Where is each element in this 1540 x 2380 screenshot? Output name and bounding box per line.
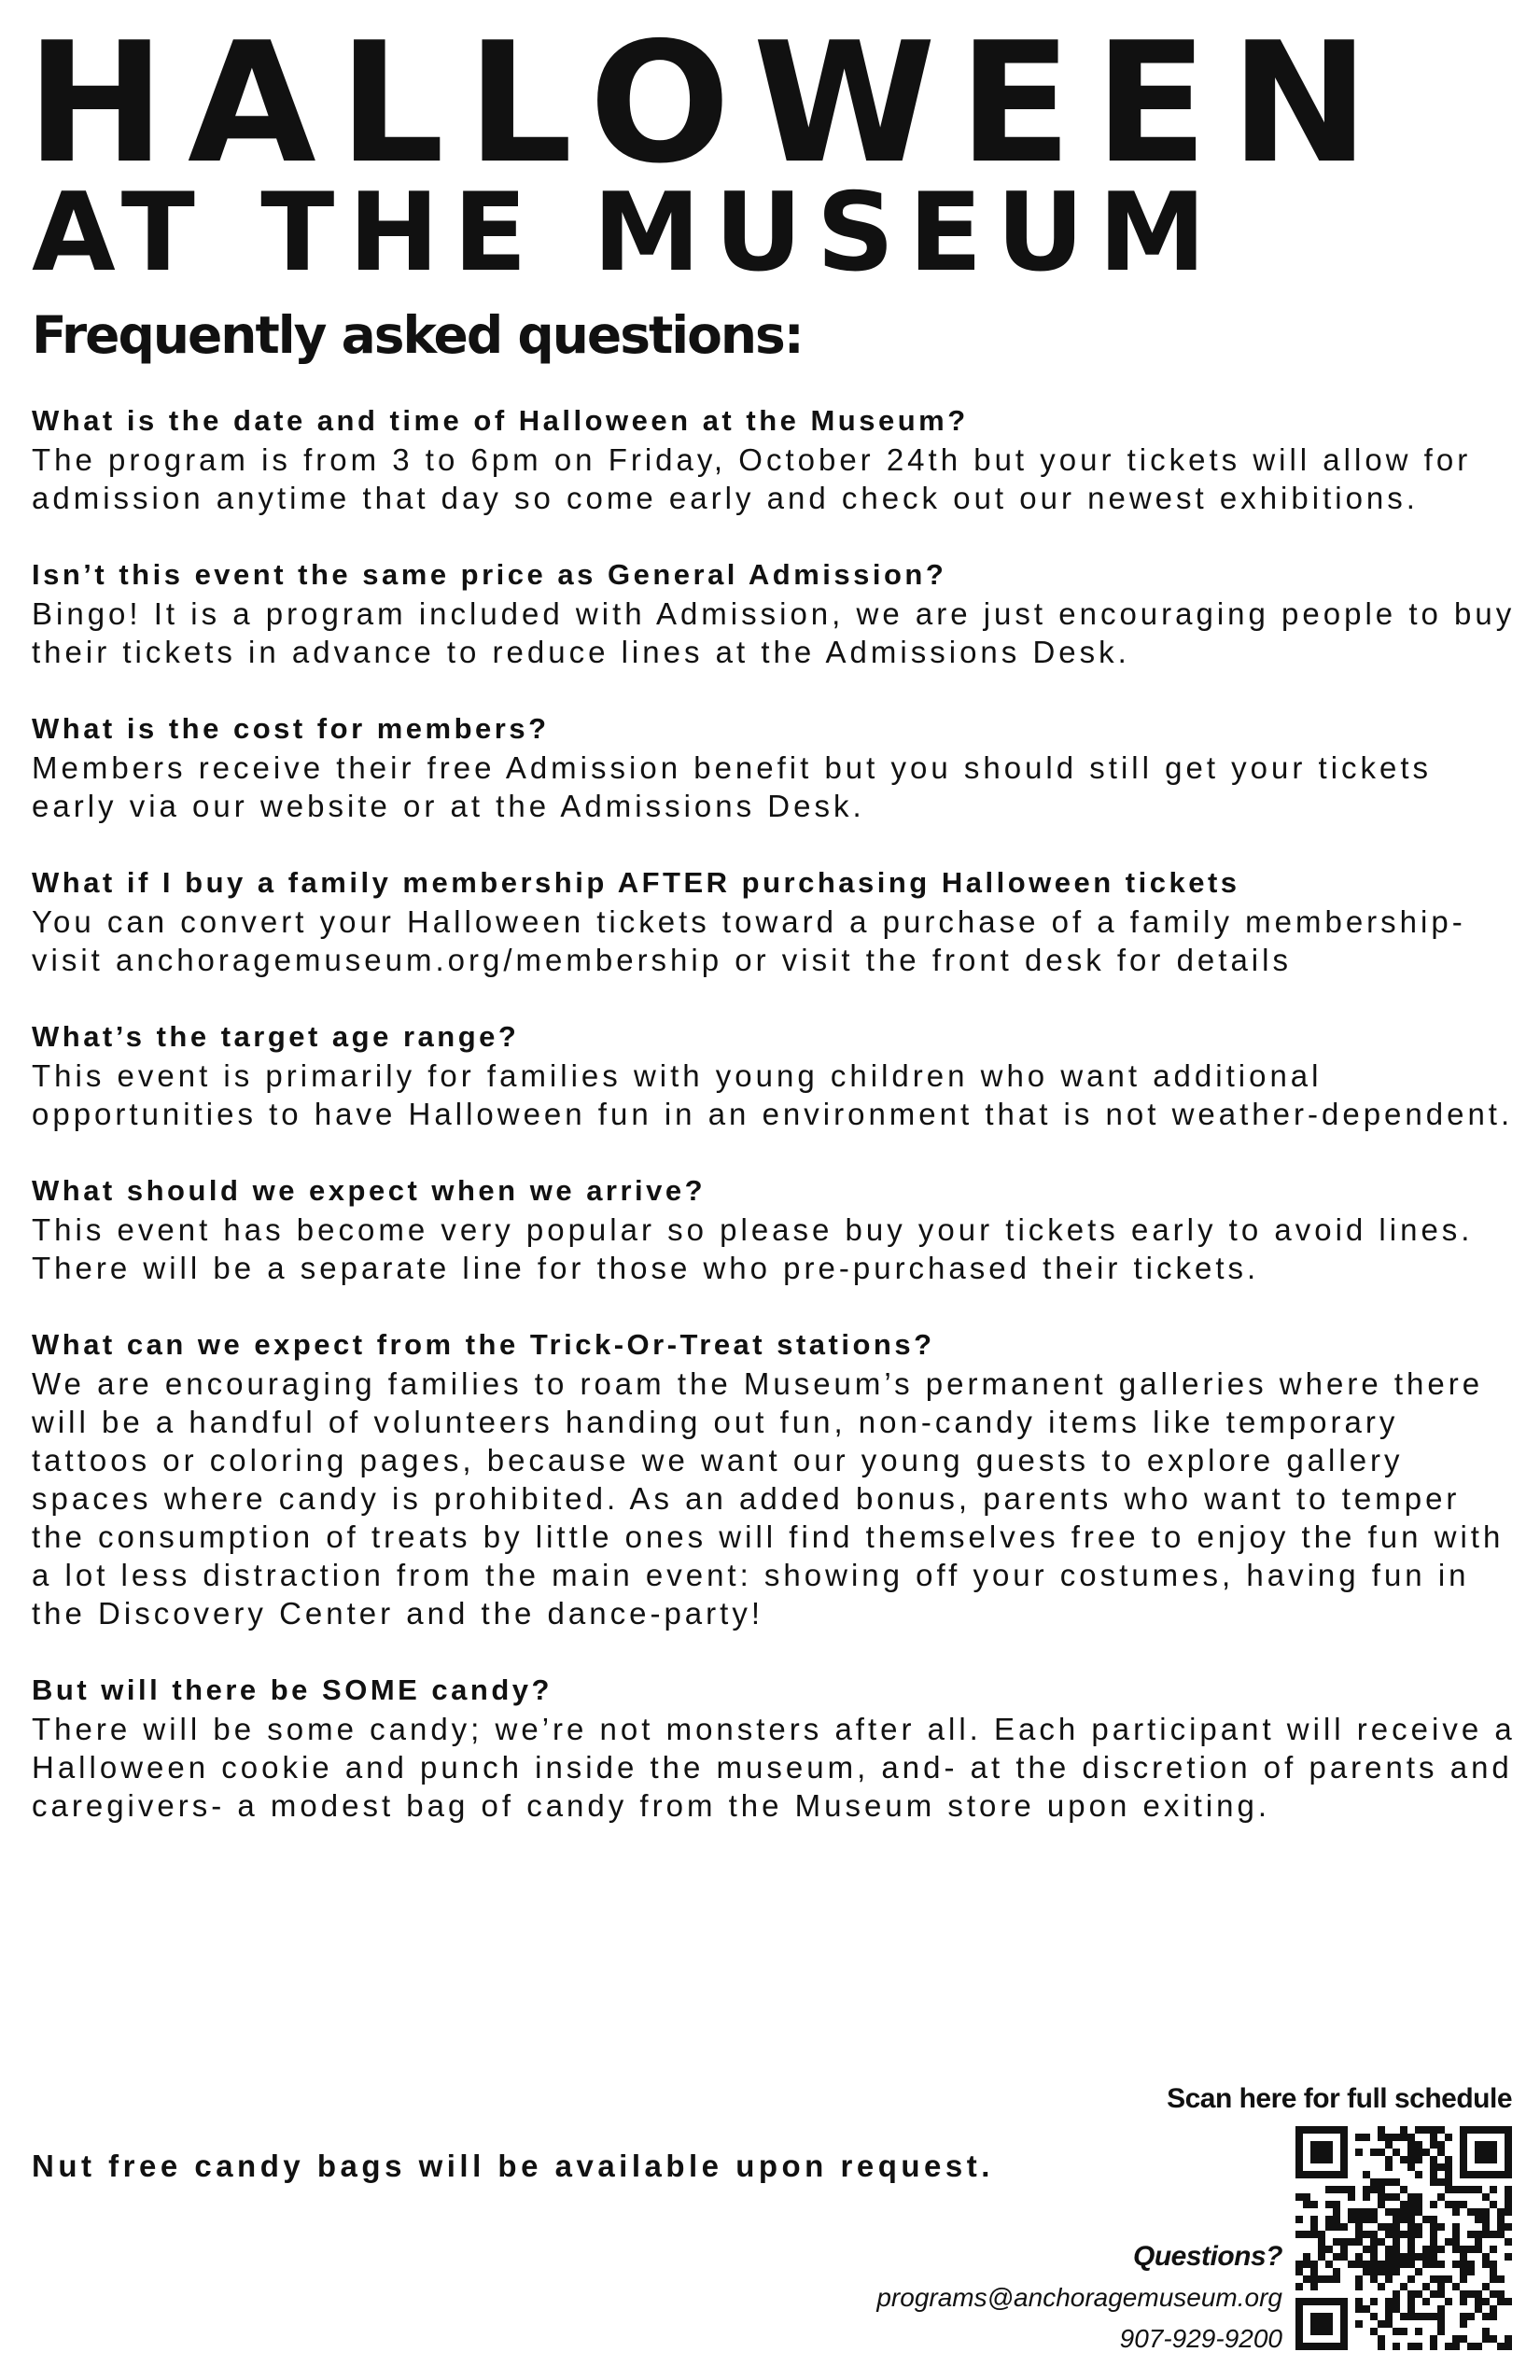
faq-item	[32, 863, 1516, 979]
faq-heading: Frequently asked questions:	[32, 305, 803, 365]
faq-answer: Bingo! It is a program included with Admission, we are just encouraging people to buy their tickets in advance to reduce lines at the Admissions Desk.	[32, 596, 1516, 669]
faq-question: What is the cost for members?	[32, 712, 550, 745]
page-title-subline: AT THE MUSEUM	[32, 170, 1221, 296]
nut-free-note: Nut free candy bags will be available upon request.	[32, 2149, 994, 2183]
faq-item	[32, 1325, 1516, 1632]
faq-list	[32, 401, 1516, 1863]
faq-question: Isn’t this event the same price as General Admission?	[32, 558, 947, 591]
contact-block	[876, 2236, 1282, 2359]
faq-answer: The program is from 3 to 6pm on Friday, October 24th but your tickets will allow for admission anytime that day so come early and check out our newest exhibitions.	[32, 442, 1472, 515]
faq-item	[32, 401, 1516, 517]
qr-code-icon[interactable]	[1295, 2126, 1512, 2350]
faq-question: What is the date and time of Halloween at the Museum?	[32, 404, 969, 437]
faq-question: What’s the target age range?	[32, 1020, 520, 1053]
faq-item	[32, 1171, 1516, 1287]
faq-item	[32, 555, 1516, 671]
qr-label: Scan here for full schedule	[1167, 2083, 1512, 2114]
faq-answer: This event has become very popular so please buy your tickets early to avoid lines. There will be a separate line for those who pre-purchased their tickets.	[32, 1212, 1474, 1285]
faq-answer: Members receive their free Admission benefit but you should still get your tickets early via our website or at the Admissions Desk.	[32, 750, 1433, 823]
faq-item	[32, 1671, 1516, 1825]
contact-heading: Questions?	[1132, 2241, 1282, 2272]
contact-email[interactable]: programs@anchoragemuseum.org	[876, 2283, 1282, 2312]
page-title: HALLOWEEN	[26, 7, 1393, 200]
contact-phone[interactable]: 907-929-9200	[1119, 2324, 1282, 2353]
faq-question: What should we expect when we arrive?	[32, 1174, 707, 1207]
faq-item	[32, 709, 1516, 825]
faq-answer: This event is primarily for families with young children who want additional opportunities to have Halloween fun in an environment that is not weather-dependent.	[32, 1058, 1514, 1131]
faq-answer: You can convert your Halloween tickets toward a purchase of a family membership- visit anchoragemuseum.org/membership or visit the front desk for details	[32, 904, 1466, 977]
faq-answer: There will be some candy; we’re not monsters after all. Each participant will receive a Halloween cookie and punch inside the museum, and- at the discretion of parents and caregivers- a modest bag of candy from the Museum store upon exiting.	[32, 1712, 1516, 1823]
faq-question: But will there be SOME candy?	[32, 1673, 553, 1706]
faq-answer: We are encouraging families to roam the Museum’s permanent galleries where there will be a handful of volunteers handing out fun, non-candy items like temporary tattoos or coloring pages, because we want our young guests to explore gallery spaces where candy is prohibited. As an added bonus, parents who want to temper the consumption of treats by little ones will find themselves free to enjoy the fun with a lot less distraction from the main event: showing off your costumes, having fun in the Discovery Center and the dance-party!	[32, 1366, 1505, 1631]
faq-question: What can we expect from the Trick-Or-Treat stations?	[32, 1328, 935, 1361]
faq-item	[32, 1017, 1516, 1133]
faq-question: What if I buy a family membership AFTER purchasing Halloween tickets	[32, 866, 1240, 899]
